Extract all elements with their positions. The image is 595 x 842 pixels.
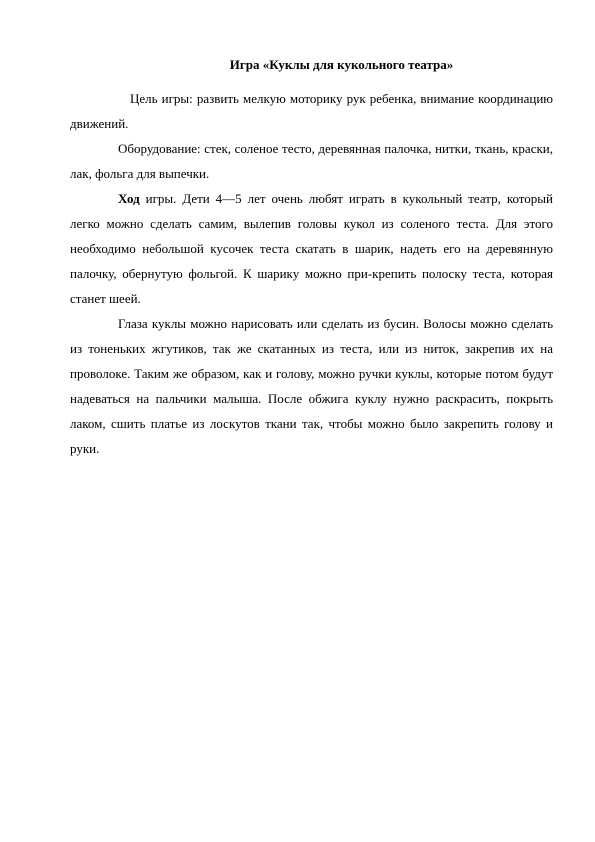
document-title: Игра «Куклы для кукольного театра» [229,57,454,72]
paragraph-equipment-text: Оборудование: стек, соленое тесто, деревянная палочка, нитки, ткань, краски, лак, фольга для выпечки. [70,141,553,181]
paragraph-equipment [70,136,553,186]
paragraph-game-course-text: игры. Дети 4—5 лет очень любят играть в кукольный театр, который легко можно сделать самим, вылепив головы кукол из соленого теста. Для этого необходимо небольшой кусочек теста скатать в шарик, надеть его на деревянную палочку, обернутую фольгой. К шарику можно при-крепить полоску теста, которая станет шеей. [70,191,553,306]
paragraph-game-course-lead: Ход [118,191,140,206]
paragraph-game-course [70,186,553,311]
paragraph-goal [70,86,553,136]
paragraph-doll-details-text: Глаза куклы можно нарисовать или сделать из бусин. Волосы можно сделать из тоненьких жгутиков, так же скатанных из теста, или из ниток, закрепив их на проволоке. Таким же образом, как и голову, можно ручки куклы, которые потом будут надеваться на пальчики малыша. После обжига куклу нужно раскрасить, покрыть лаком, сшить платье из лоскутов ткани так, чтобы можно было закрепить голову и руки. [70,316,553,456]
paragraph-doll-details [70,311,553,461]
paragraph-goal-text: Цель игры: развить мелкую моторику рук ребенка, внимание координацию движений. [70,91,553,131]
document-body [70,56,553,461]
